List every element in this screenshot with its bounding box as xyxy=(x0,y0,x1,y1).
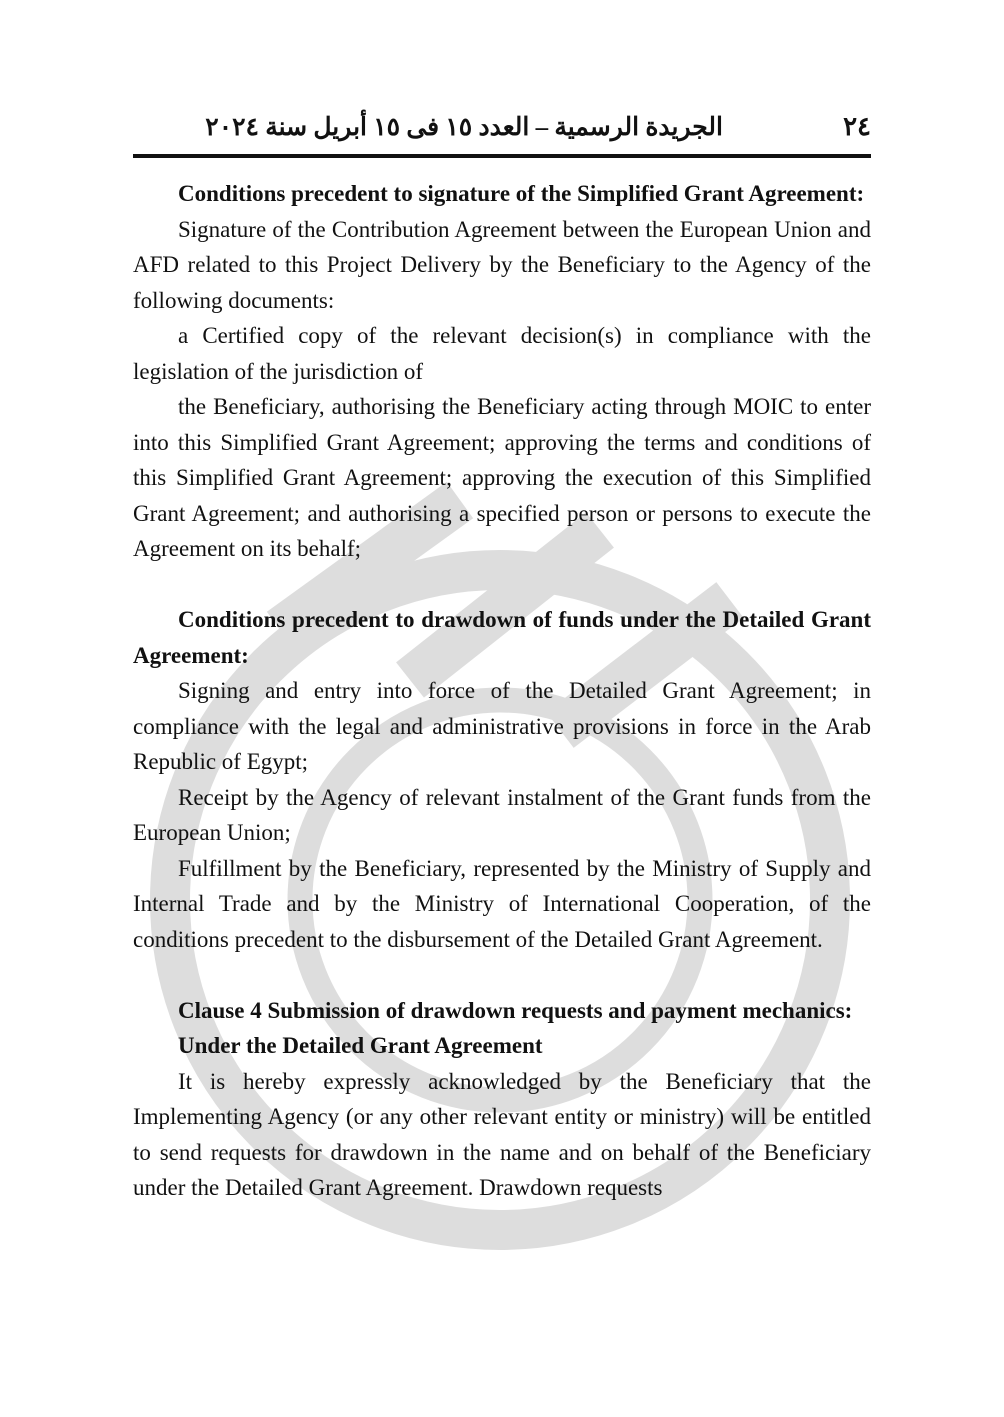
paragraph: a Certified copy of the relevant decision(s) in compliance with the legislation of the jurisdiction of xyxy=(133,323,871,384)
section-gap xyxy=(133,957,871,993)
section-heading: Conditions precedent to drawdown of funds under the Detailed Grant Agreement: xyxy=(133,607,871,668)
paragraph: Fulfillment by the Beneficiary, represented by the Ministry of Supply and Internal Trade and by the Ministry of International Cooperation, of the conditions precedent to the disbursement of the Detailed Grant Agreement. xyxy=(133,855,871,952)
paragraph: Receipt by the Agency of relevant instalment of the Grant funds from the European Union; xyxy=(133,784,871,845)
paragraph: Signing and entry into force of the Detailed Grant Agreement; in compliance with the legal and administrative provisions in force in the Arab Republic of Egypt; xyxy=(133,678,871,774)
header-rule xyxy=(133,154,871,158)
paragraph: Signature of the Contribution Agreement between the European Union and AFD related to this Project Delivery by the Beneficiary to the Agency of the following documents: xyxy=(133,216,871,313)
section-heading: Under the Detailed Grant Agreement xyxy=(178,1033,543,1058)
section-heading: Conditions precedent to signature of the Simplified Grant Agreement: xyxy=(178,181,865,206)
paragraph: It is hereby expressly acknowledged by the Beneficiary that the Implementing Agency (or any other relevant entity or ministry) will be entitled to send requests for drawdown in the name and on behalf of the Beneficiary under the Detailed Grant Agreement. Drawdown requests xyxy=(133,1068,871,1200)
page-header xyxy=(133,112,871,152)
document-body xyxy=(133,176,871,1206)
page-number: ٢٤ xyxy=(843,112,871,141)
gazette-title: الجريدة الرسمية – العدد ١٥ فى ١٥ أبريل سنة ٢٠٢٤ xyxy=(205,114,723,141)
section-heading: Clause 4 Submission of drawdown requests and payment mechanics: xyxy=(178,997,853,1023)
section-gap xyxy=(133,567,871,603)
paragraph: the Beneficiary, authorising the Beneficiary acting through MOIC to enter into this Simplified Grant Agreement; approving the terms and conditions of this Simplified Grant Agreement; approving the execution of this Simplified Grant Agreement; and authorising a specified person or persons to execute the Agreement on its behalf; xyxy=(133,394,871,561)
